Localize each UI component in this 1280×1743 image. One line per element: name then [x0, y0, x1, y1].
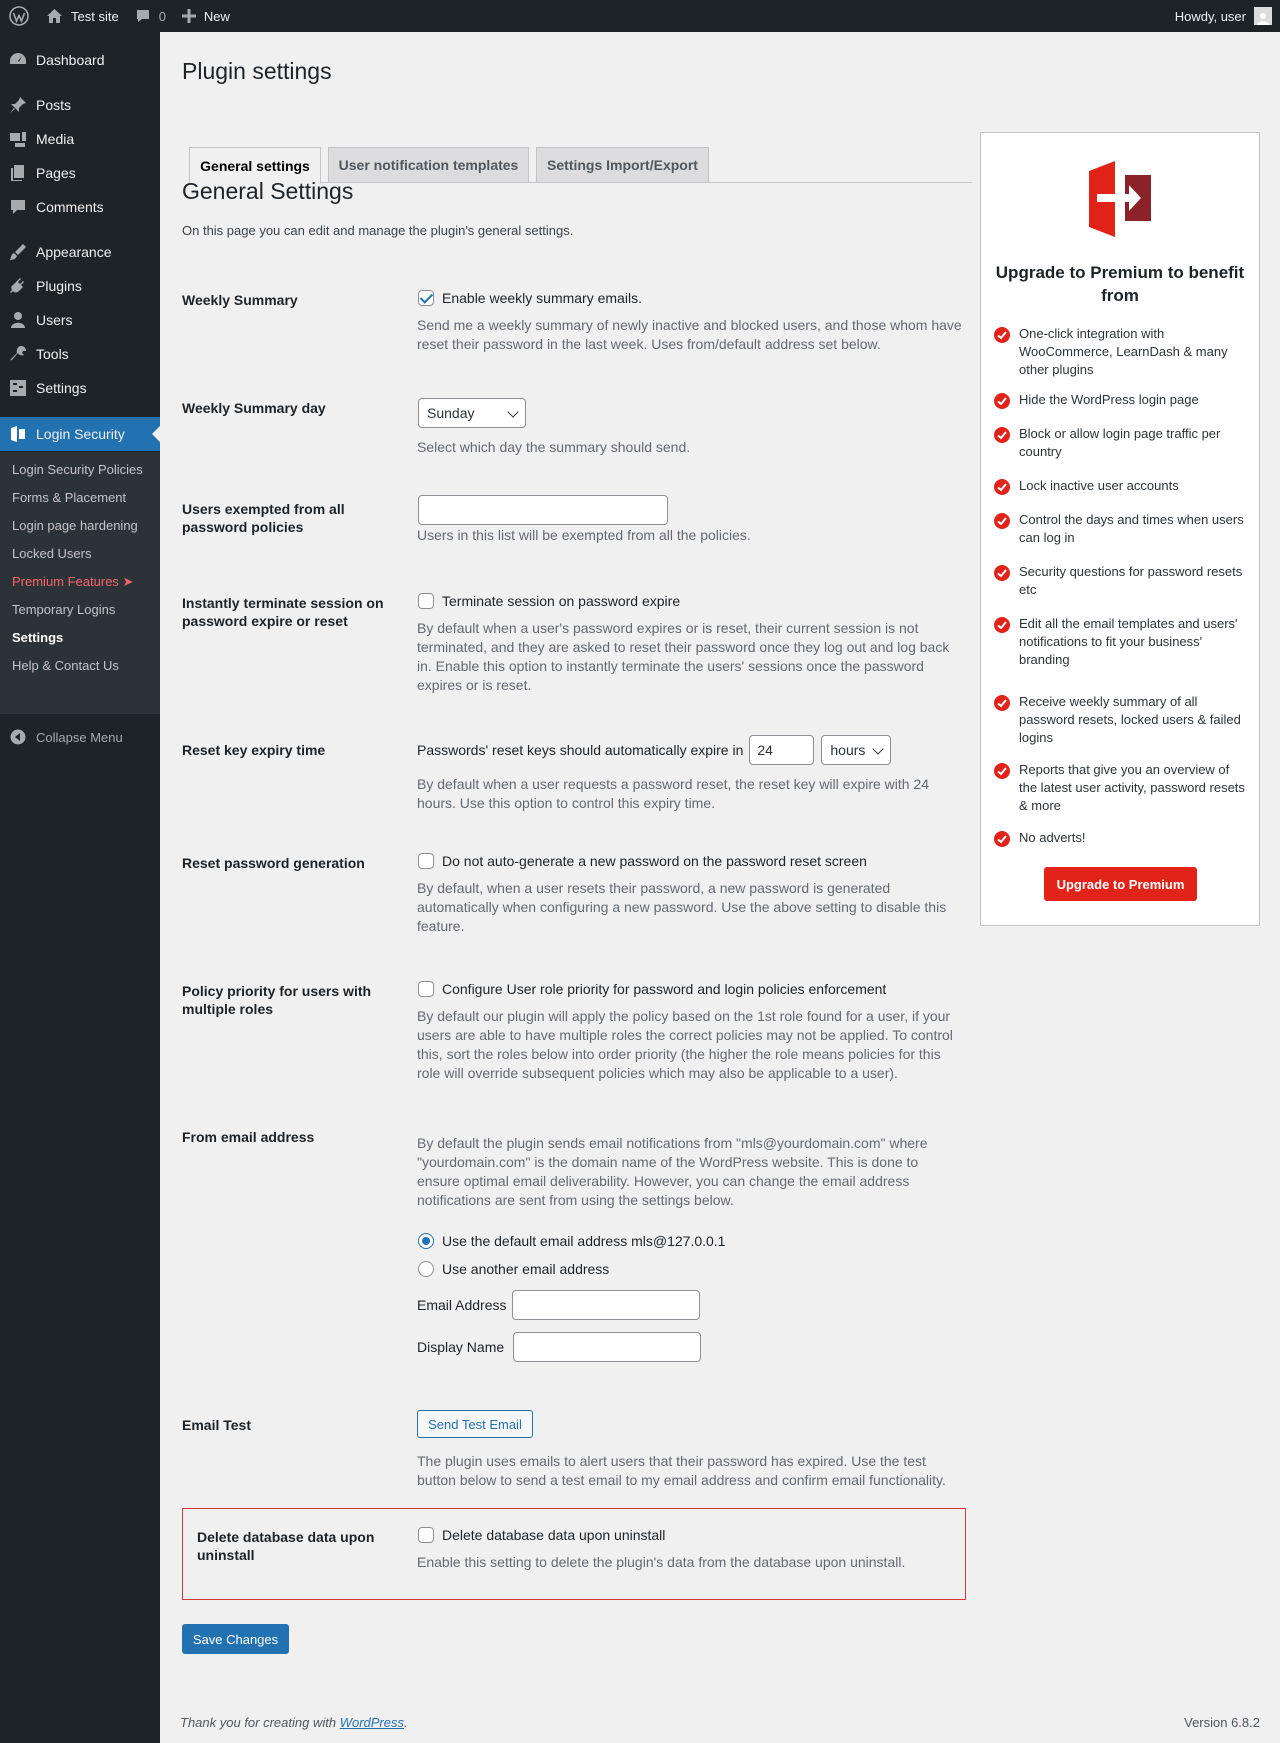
sidebar-item-label: Login Security: [36, 426, 125, 442]
submenu-item-forms[interactable]: Forms & Placement: [12, 490, 127, 505]
sidebar-item-plugins[interactable]: [0, 269, 160, 303]
sidebar-item-posts[interactable]: [0, 88, 160, 122]
policy-priority-label: Policy priority for users with multiple roles: [182, 983, 372, 1017]
display-name-row: [417, 1332, 962, 1362]
premium-feature-text: One-click integration with WooCommerce, LearnDash & many other plugins: [1019, 326, 1228, 377]
check-circle-icon: [993, 564, 1011, 582]
pages-icon: [0, 164, 36, 182]
premium-title: Upgrade to Premium to benefit from: [995, 263, 1245, 305]
email-address-input[interactable]: [512, 1290, 700, 1320]
delete-data-checkbox[interactable]: [418, 1527, 434, 1543]
premium-feature-text: Reports that give you an overview of the latest user activity, password resets & more: [1019, 762, 1245, 813]
check-circle-icon: [993, 616, 1011, 634]
submenu-item-hardening[interactable]: Login page hardening: [12, 518, 138, 533]
weekly-summary-option[interactable]: [417, 290, 962, 306]
comment-icon: [135, 8, 151, 24]
sidebar-item-label: Comments: [36, 199, 104, 215]
footer-thanks: [180, 1715, 408, 1730]
check-circle-icon: [993, 326, 1011, 344]
media-icon: [0, 130, 36, 148]
settings-tabs: [189, 115, 972, 183]
tab-general-settings[interactable]: General settings: [189, 147, 321, 184]
weekly-summary-day-value: Sunday: [427, 405, 475, 421]
dashboard-icon: [0, 51, 36, 69]
display-name-input[interactable]: [513, 1332, 701, 1362]
wordpress-link[interactable]: WordPress: [339, 1715, 404, 1730]
check-circle-icon: [993, 478, 1011, 496]
reset-key-unit-value: hours: [830, 742, 866, 758]
sidebar-item-label: Tools: [36, 346, 69, 362]
premium-feature-text: No adverts!: [1019, 830, 1086, 845]
weekly-summary-day-description: Select which day the summary should send.: [417, 439, 691, 455]
policy-priority-option[interactable]: [417, 981, 962, 997]
wrench-icon: [0, 345, 36, 363]
comments-link[interactable]: [127, 0, 174, 32]
sidebar-item-users[interactable]: [0, 303, 160, 337]
wordpress-logo-icon[interactable]: [0, 0, 38, 32]
default-email-radio-label: Use the default email address mls@127.0.0.1: [442, 1233, 726, 1249]
premium-feature-text: Hide the WordPress login page: [1019, 392, 1199, 407]
check-circle-icon: [993, 694, 1011, 712]
reset-key-controls: [417, 735, 962, 765]
sidebar-item-label: Appearance: [36, 244, 112, 260]
send-test-email-button[interactable]: Send Test Email: [417, 1410, 533, 1438]
check-circle-icon: [993, 392, 1011, 410]
premium-feature-item: [993, 511, 1249, 547]
save-changes-button[interactable]: Save Changes: [182, 1624, 289, 1654]
from-email-label: From email address: [182, 1129, 315, 1145]
sidebar-item-tools[interactable]: [0, 337, 160, 371]
premium-feature-item: [993, 761, 1249, 815]
sidebar-item-dashboard[interactable]: [0, 43, 160, 77]
collapse-menu-button[interactable]: [0, 722, 160, 752]
weekly-summary-description: Send me a weekly summary of newly inactive and blocked users, and those whom have reset their password in the last week. Uses from/default address set below.: [417, 317, 962, 352]
email-test-description: The plugin uses emails to alert users that their password has expired. Use the test button below to send a test email to my email address and confirm email functionality.: [417, 1453, 946, 1488]
policy-priority-description: By default our plugin will apply the policy based on the 1st role found for a user, if your users are able to have multiple roles the correct policies may not be applied. To control this, sort the roles below into order priority (the higher the role means policies for this role will override subsequent policies which may also be applicable to a user).: [417, 1008, 953, 1081]
avatar: [1254, 7, 1272, 25]
section-title: General Settings: [182, 178, 354, 204]
plus-icon: [182, 9, 196, 23]
premium-feature-text: Security questions for password resets etc: [1019, 564, 1243, 597]
reset-key-field: [417, 735, 962, 813]
premium-feature-text: Lock inactive user accounts: [1019, 478, 1179, 493]
premium-feature-text: Control the days and times when users can log in: [1019, 512, 1244, 545]
terminate-session-label: Instantly terminate session on password expire or reset: [182, 595, 384, 629]
premium-feature-item: [993, 563, 1249, 599]
weekly-summary-day-select[interactable]: [418, 398, 526, 428]
pin-icon: [0, 96, 36, 114]
reset-key-unit-select[interactable]: [821, 735, 891, 765]
submenu-item-policies[interactable]: Login Security Policies: [12, 462, 143, 477]
plug-icon: [0, 277, 36, 295]
submenu-item-locked-users[interactable]: Locked Users: [12, 546, 92, 561]
footer-thanks-prefix: Thank you for creating with: [180, 1715, 340, 1730]
delete-data-checkbox-label: Delete database data upon uninstall: [442, 1527, 666, 1543]
delete-data-field: [417, 1527, 962, 1572]
reset-generation-description: By default, when a user resets their password, a new password is generated automatically when configuring a new password. Use the above setting to disable this feature.: [417, 880, 947, 934]
weekly-summary-label: Weekly Summary: [182, 292, 298, 308]
email-address-row: [417, 1290, 962, 1320]
sidebar-item-comments[interactable]: [0, 190, 160, 224]
other-email-radio-label: Use another email address: [442, 1261, 610, 1277]
terminate-session-field: [417, 593, 962, 695]
from-email-description: By default the plugin sends email notifications from "mls@yourdomain.com" where "yourdomain.com" is the domain name of the WordPress website. This is done to ensure optimal email deliverability. However, you can change the email address notifications are sent from using the settings below.: [417, 1135, 928, 1208]
reset-generation-checkbox[interactable]: [418, 853, 434, 869]
footer-version: Version 6.8.2: [1184, 1715, 1260, 1730]
admin-bar: [0, 0, 1280, 32]
check-circle-icon: [993, 512, 1011, 530]
premium-upsell-box: [980, 132, 1260, 926]
exempt-users-label: Users exempted from all password policies: [182, 501, 345, 535]
weekly-summary-day-label: Weekly Summary day: [182, 400, 326, 416]
sidebar-item-label: Plugins: [36, 278, 82, 294]
other-email-option[interactable]: [417, 1261, 962, 1277]
sidebar-item-settings[interactable]: [0, 371, 160, 405]
reset-generation-checkbox-label: Do not auto-generate a new password on the password reset screen: [442, 853, 867, 869]
display-name-label: Display Name: [417, 1339, 505, 1355]
email-test-label: Email Test: [182, 1417, 251, 1433]
other-email-radio[interactable]: [418, 1261, 434, 1277]
plugin-logo-icon: [1089, 161, 1151, 240]
premium-feature-item: [993, 477, 1249, 496]
exempt-users-description: Users in this list will be exempted from all the policies.: [417, 527, 751, 543]
sidebar-item-label: Media: [36, 131, 75, 147]
sidebar-item-label: Pages: [36, 165, 76, 181]
weekly-summary-day-field: [417, 398, 962, 457]
sidebar-item-label: Settings: [36, 380, 87, 396]
terminate-session-checkbox[interactable]: [418, 593, 434, 609]
premium-feature-item: [993, 693, 1249, 747]
submenu-item-settings[interactable]: Settings: [12, 630, 64, 645]
my-account[interactable]: [1175, 7, 1280, 25]
check-circle-icon: [993, 830, 1011, 848]
premium-feature-item: [993, 829, 1249, 848]
sidebar-item-media[interactable]: [0, 122, 160, 156]
policy-priority-checkbox-label: Configure User role priority for password and login policies enforcement: [442, 981, 887, 997]
user-icon: [0, 311, 36, 329]
delete-data-option[interactable]: [417, 1527, 962, 1543]
new-label: New: [203, 8, 230, 24]
policy-priority-field: [417, 981, 962, 1083]
email-address-label: Email Address: [417, 1297, 507, 1313]
premium-feature-item: [993, 425, 1249, 461]
login-security-icon: [0, 425, 36, 443]
terminate-session-option[interactable]: [417, 593, 962, 609]
submenu-item-premium[interactable]: Premium Features ➤: [12, 574, 134, 589]
delete-data-label: Delete database data upon uninstall: [197, 1529, 375, 1563]
weekly-summary-checkbox-label: Enable weekly summary emails.: [442, 290, 642, 306]
check-circle-icon: [993, 762, 1011, 780]
settings-icon: [0, 379, 36, 397]
reset-key-value-input[interactable]: 24: [749, 735, 814, 765]
email-test-field: [417, 1410, 962, 1490]
premium-feature-text: Edit all the email templates and users' notifications to fit your business' branding: [1019, 616, 1238, 667]
terminate-session-description: By default when a user's password expires or is reset, their current session is not terminated, and they are asked to reset their password once they log out and log back in. Enable this option to instantly terminate the users' sessions once the password expires or is reset.: [417, 620, 950, 693]
terminate-session-checkbox-label: Terminate session on password expire: [442, 593, 681, 609]
new-content-link[interactable]: [174, 0, 238, 32]
reset-key-description: By default when a user requests a password reset, the reset key will expire with 24 hours. Use this option to control this expiry time.: [417, 776, 930, 811]
tab-notification-templates[interactable]: User notification templates: [328, 147, 529, 183]
premium-feature-text: Receive weekly summary of all password resets, locked users & failed logins: [1019, 694, 1241, 745]
reset-generation-label: Reset password generation: [182, 855, 365, 871]
upgrade-to-premium-button[interactable]: Upgrade to Premium: [1044, 867, 1197, 901]
submenu-item-temporary-logins[interactable]: Temporary Logins: [12, 602, 116, 617]
footer-thanks-suffix: .: [404, 1715, 408, 1730]
admin-sidebar: [0, 32, 160, 1743]
collapse-label: Collapse Menu: [36, 729, 123, 745]
premium-feature-item: [993, 391, 1249, 410]
exempt-users-input[interactable]: [418, 495, 668, 525]
brush-icon: [0, 243, 36, 261]
sidebar-item-label: Posts: [36, 97, 72, 113]
premium-feature-item: [993, 615, 1249, 669]
weekly-summary-checkbox[interactable]: [418, 290, 434, 306]
comment-icon: [0, 198, 36, 216]
exempt-users-field: [417, 495, 962, 545]
sidebar-item-login-security[interactable]: [0, 417, 160, 451]
login-security-submenu: [0, 452, 160, 714]
reset-generation-option[interactable]: [417, 853, 962, 869]
site-name-link[interactable]: [38, 0, 127, 32]
policy-priority-checkbox[interactable]: [418, 981, 434, 997]
premium-feature-text: Block or allow login page traffic per country: [1019, 426, 1221, 459]
collapse-icon: [0, 729, 36, 745]
howdy-text: Howdy, user: [1174, 8, 1246, 24]
check-circle-icon: [993, 426, 1011, 444]
premium-feature-item: [993, 325, 1249, 379]
submenu-item-help[interactable]: Help & Contact Us: [12, 658, 119, 673]
intro-text: On this page you can edit and manage the plugin's general settings.: [182, 223, 574, 238]
delete-data-description: Enable this setting to delete the plugin's data from the database upon uninstall.: [417, 1554, 906, 1570]
comments-count: 0: [158, 8, 166, 24]
weekly-summary-field: [417, 290, 962, 354]
reset-generation-field: [417, 853, 962, 936]
reset-key-prefix: Passwords' reset keys should automatically expire in: [417, 742, 744, 758]
from-email-field: [417, 1134, 962, 1362]
reset-key-label: Reset key expiry time: [182, 742, 326, 758]
chevron-down-icon: [873, 743, 884, 754]
chevron-down-icon: [507, 406, 518, 417]
site-name: Test site: [71, 8, 119, 24]
tab-import-export[interactable]: Settings Import/Export: [536, 147, 709, 183]
sidebar-item-label: Dashboard: [36, 52, 105, 68]
sidebar-item-appearance[interactable]: [0, 235, 160, 269]
page-title: Plugin settings: [182, 58, 332, 84]
default-email-radio[interactable]: [418, 1233, 434, 1249]
sidebar-item-pages[interactable]: [0, 156, 160, 190]
home-icon: [46, 8, 63, 24]
default-email-option[interactable]: [417, 1233, 962, 1249]
sidebar-item-label: Users: [36, 312, 73, 328]
